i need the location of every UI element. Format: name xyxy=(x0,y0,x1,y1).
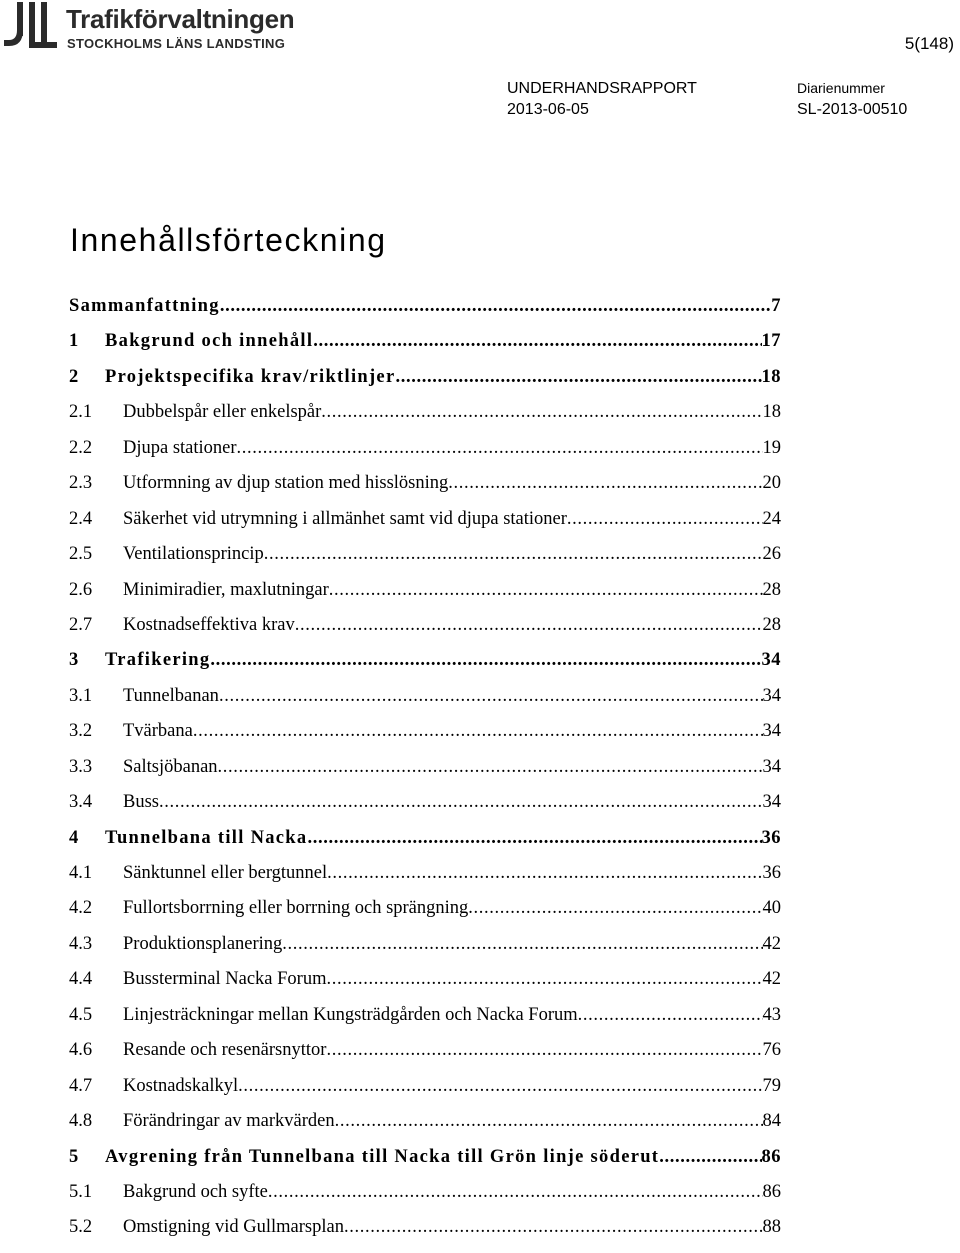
toc-entry-number: 1 xyxy=(69,331,80,352)
toc-entry[interactable] xyxy=(69,1217,781,1252)
toc-entry-number: 3.4 xyxy=(69,792,93,813)
toc-entry-page: 28 xyxy=(762,614,781,635)
toc-entry-page: 34 xyxy=(762,792,781,813)
toc-entry-page: 28 xyxy=(762,579,781,600)
toc-dot-leader xyxy=(329,580,763,601)
toc-entry[interactable] xyxy=(69,438,781,473)
toc-entry-title: Bussterminal Nacka Forum xyxy=(123,969,327,990)
toc-entry-number: 3.2 xyxy=(69,721,93,742)
toc-entry[interactable] xyxy=(69,828,781,863)
toc-entry-page: 42 xyxy=(762,969,781,990)
logo-mark-icon xyxy=(4,2,60,52)
toc-entry-page: 34 xyxy=(762,685,781,706)
toc-entry-number: 2.1 xyxy=(69,402,93,423)
toc-dot-leader xyxy=(237,438,763,459)
toc-entry[interactable] xyxy=(69,1111,781,1146)
toc-entry-title: Resande och resenärsnyttor xyxy=(123,1040,327,1061)
toc-entry-title: Sänktunnel eller bergtunnel xyxy=(123,863,328,883)
toc-entry-page: 88 xyxy=(762,1217,781,1238)
toc-entry-page: 19 xyxy=(762,437,781,458)
toc-entry-page: 17 xyxy=(761,331,781,352)
toc-entry-page: 79 xyxy=(762,1075,781,1096)
toc-entry-number: 2.5 xyxy=(69,544,93,565)
toc-dot-leader xyxy=(326,1040,762,1061)
toc-entry-title: Linjesträckningar mellan Kungsträdgården och Nacka Forum xyxy=(123,1004,578,1025)
toc-entry-number: 5.2 xyxy=(69,1217,93,1238)
toc-entry-page: 40 xyxy=(762,898,781,919)
toc-dot-leader xyxy=(264,544,763,565)
toc-entry-page: 34 xyxy=(762,721,781,742)
toc-entry-page: 86 xyxy=(761,1146,781,1167)
toc-entry-number: 4.3 xyxy=(69,933,93,954)
toc-entry[interactable] xyxy=(69,580,781,615)
toc-entry-page: 18 xyxy=(761,366,781,387)
toc-entry-number: 4.5 xyxy=(69,1004,93,1025)
toc-entry-title: Säkerhet vid utrymning i allmänhet samt vid djupa stationer xyxy=(123,508,567,529)
toc-dot-leader xyxy=(210,650,761,671)
toc-dot-leader xyxy=(344,1217,763,1238)
toc-dot-leader xyxy=(326,969,762,990)
toc-entry-page: 18 xyxy=(762,402,781,423)
toc-entry-page: 86 xyxy=(762,1181,781,1202)
toc-entry-title: Bakgrund och syfte xyxy=(123,1181,268,1202)
toc-entry-number: 2.7 xyxy=(69,614,93,635)
toc-entry-title: Ventilationsprincip xyxy=(123,544,264,565)
toc-entry-number: 2.2 xyxy=(69,437,93,458)
toc-dot-leader xyxy=(395,367,761,388)
toc-dot-leader xyxy=(159,792,763,813)
toc-entry-title: Kostnadseffektiva krav xyxy=(123,614,295,635)
toc-dot-leader xyxy=(567,509,763,530)
document-date: 2013-06-05 xyxy=(507,101,589,118)
toc-entry[interactable] xyxy=(69,969,781,1004)
toc-entry[interactable] xyxy=(69,1147,781,1182)
toc-entry-page: 43 xyxy=(762,1004,781,1025)
toc-dot-leader xyxy=(282,934,762,955)
toc-entry-title: Förändringar av markvärden xyxy=(123,1111,335,1132)
toc-entry-title: Utformning av djup station med hisslösning xyxy=(123,473,449,494)
toc-entry-page: 34 xyxy=(761,650,781,671)
document-type: UNDERHANDSRAPPORT xyxy=(507,80,697,97)
table-of-contents xyxy=(69,296,781,1253)
toc-entry-page: 36 xyxy=(761,827,781,848)
toc-dot-leader xyxy=(268,1182,763,1203)
toc-entry-number: 4.6 xyxy=(69,1040,93,1061)
toc-dot-leader xyxy=(193,721,763,742)
toc-entry[interactable] xyxy=(69,1076,781,1111)
toc-dot-leader xyxy=(313,331,761,352)
toc-entry-page: 20 xyxy=(762,473,781,494)
toc-entry-number: 4.2 xyxy=(69,898,93,919)
toc-entry[interactable] xyxy=(69,686,781,721)
organization-name: Trafikförvaltningen xyxy=(66,4,295,34)
toc-entry[interactable] xyxy=(69,898,781,933)
toc-dot-leader xyxy=(307,828,761,849)
toc-entry-number: 2.4 xyxy=(69,508,93,529)
toc-entry-page: 26 xyxy=(762,544,781,565)
organization-logo xyxy=(4,2,324,52)
toc-entry-title: Produktionsplanering xyxy=(123,933,283,954)
toc-entry-number: 4 xyxy=(69,827,80,848)
toc-dot-leader xyxy=(321,402,762,423)
toc-entry-title: Omstigning vid Gullmarsplan xyxy=(123,1217,344,1238)
toc-dot-leader xyxy=(468,898,762,919)
diarie-label: Diarienummer xyxy=(797,80,885,96)
toc-entry-page: 34 xyxy=(762,756,781,777)
toc-entry[interactable] xyxy=(69,296,781,331)
toc-dot-leader xyxy=(238,1076,762,1097)
toc-entry-number: 4.1 xyxy=(69,863,93,883)
toc-dot-leader xyxy=(218,757,763,778)
toc-entry-title: Buss xyxy=(123,792,159,813)
diarie-block xyxy=(797,78,907,120)
toc-entry-title: Dubbelspår eller enkelspår xyxy=(123,402,322,423)
toc-entry-page: 84 xyxy=(762,1111,781,1132)
toc-entry-title: Minimiradier, maxlutningar xyxy=(123,579,329,600)
toc-entry-number: 5.1 xyxy=(69,1181,93,1202)
organization-subtitle: STOCKHOLMS LÄNS LANDSTING xyxy=(67,36,286,51)
toc-dot-leader xyxy=(295,615,763,636)
toc-entry[interactable] xyxy=(69,934,781,969)
toc-entry-title: Djupa stationer xyxy=(123,437,237,458)
toc-entry-number: 4.7 xyxy=(69,1075,93,1096)
toc-entry-title: Trafikering xyxy=(105,650,211,671)
toc-entry-page: 24 xyxy=(762,508,781,529)
toc-entry-number: 4.4 xyxy=(69,969,93,990)
toc-entry[interactable] xyxy=(69,792,781,827)
toc-entry-title: Kostnadskalkyl xyxy=(123,1075,239,1096)
toc-entry[interactable] xyxy=(69,721,781,756)
diarie-number: SL-2013-00510 xyxy=(797,101,908,118)
toc-dot-leader xyxy=(219,686,763,707)
toc-entry[interactable] xyxy=(69,1005,781,1040)
toc-entry[interactable] xyxy=(69,367,781,402)
toc-entry-number: 3.3 xyxy=(69,756,93,777)
toc-entry-title: Avgrening från Tunnelbana till Nacka till Grön linje söderut xyxy=(105,1146,660,1167)
toc-dot-leader xyxy=(578,1005,763,1026)
toc-entry-number: 3.1 xyxy=(69,685,93,706)
toc-entry-title: Fullortsborrning eller borrning och sprängning xyxy=(123,898,469,919)
toc-entry-title: Saltsjöbanan xyxy=(123,756,218,777)
toc-entry[interactable] xyxy=(69,509,781,544)
toc-entry[interactable] xyxy=(69,1182,781,1217)
page-number: 5(148) xyxy=(904,34,954,53)
toc-entry-number: 2 xyxy=(69,366,80,387)
toc-entry[interactable] xyxy=(69,331,781,366)
toc-dot-leader xyxy=(448,473,762,494)
toc-entry[interactable] xyxy=(69,1040,781,1075)
toc-entry-title: Tvärbana xyxy=(123,721,193,742)
toc-entry-title: Tunnelbana till Nacka xyxy=(105,827,308,848)
toc-entry[interactable] xyxy=(69,615,781,650)
toc-entry[interactable] xyxy=(69,402,781,437)
toc-entry[interactable] xyxy=(69,473,781,508)
toc-entry-number: 4.8 xyxy=(69,1111,93,1132)
toc-entry-number: 5 xyxy=(69,1146,80,1167)
toc-entry-page: 42 xyxy=(762,933,781,954)
toc-entry-number: 2.6 xyxy=(69,579,93,600)
toc-entry-title: Sammanfattning xyxy=(69,296,220,316)
toc-entry-page: 76 xyxy=(762,1040,781,1061)
toc-dot-leader xyxy=(220,296,771,317)
toc-dot-leader xyxy=(659,1147,761,1168)
toc-dot-leader xyxy=(335,1111,763,1132)
toc-entry-title: Bakgrund och innehåll xyxy=(105,331,314,352)
toc-entry[interactable] xyxy=(69,757,781,792)
toc-entry-title: Projektspecifika krav/riktlinjer xyxy=(105,366,396,387)
toc-entry[interactable] xyxy=(69,650,781,685)
toc-entry-page: 7 xyxy=(771,296,781,316)
toc-heading: Innehållsförteckning xyxy=(70,222,387,258)
document-meta xyxy=(507,78,697,120)
toc-entry[interactable] xyxy=(69,863,781,898)
toc-entry[interactable] xyxy=(69,544,781,579)
toc-entry-number: 2.3 xyxy=(69,473,93,494)
toc-entry-title: Tunnelbanan xyxy=(123,685,219,706)
toc-entry-page: 36 xyxy=(762,863,781,883)
toc-dot-leader xyxy=(327,863,762,884)
toc-entry-number: 3 xyxy=(69,650,80,671)
